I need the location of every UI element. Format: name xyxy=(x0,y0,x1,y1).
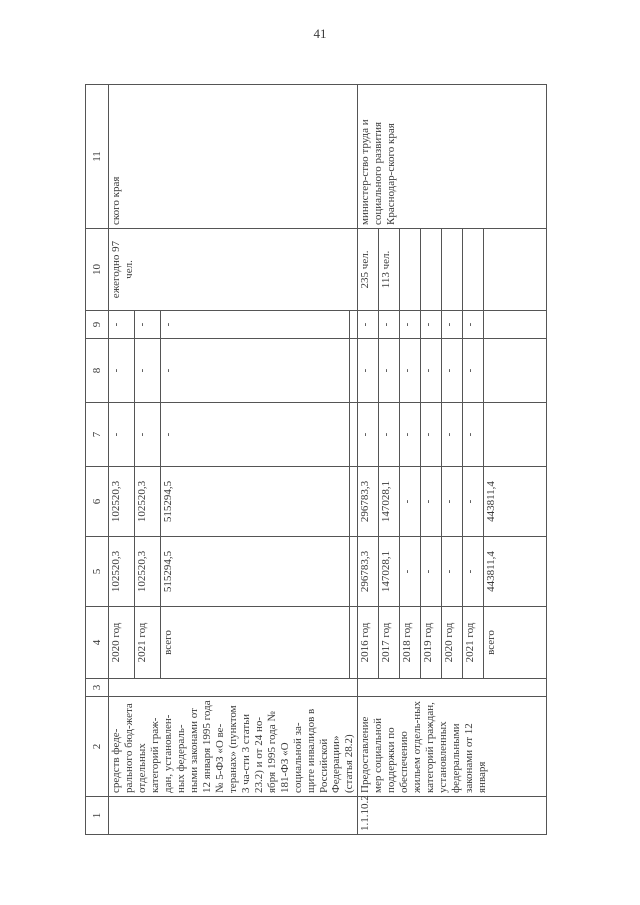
col-header-4: 4 xyxy=(86,607,109,679)
period-cell: 2016 год xyxy=(358,607,379,679)
col8-cell: - xyxy=(379,339,400,403)
col-header-8: 8 xyxy=(86,339,109,403)
indicator-cell: 113 чел. xyxy=(379,229,400,311)
period-cell: 2018 год xyxy=(400,607,421,679)
col-header-11: 11 xyxy=(86,85,109,229)
col8-cell: - xyxy=(442,339,463,403)
federal-cell: 443811,4 xyxy=(484,467,547,537)
period-cell: 2020 год xyxy=(109,607,135,679)
federal-cell: 515294,5 xyxy=(160,467,349,537)
federal-cell: - xyxy=(400,467,421,537)
measure-description: Предоставление мер социальной поддержки по обеспечению жильем отдель-ных категорий граждан, установленных федеральными законами от 12 января xyxy=(358,697,547,797)
federal-cell: - xyxy=(463,467,484,537)
total-cell: 443811,4 xyxy=(484,537,547,607)
total-cell: - xyxy=(400,537,421,607)
col-header-6: 6 xyxy=(86,467,109,537)
col9-cell: - xyxy=(400,311,421,339)
col8-cell: - xyxy=(463,339,484,403)
period-cell: 2019 год xyxy=(421,607,442,679)
col9-cell: - xyxy=(160,311,349,339)
col-header-9: 9 xyxy=(86,311,109,339)
row-number-cell: 1.1.10.2 xyxy=(358,797,547,835)
col7-cell: - xyxy=(134,403,160,467)
col8-cell: - xyxy=(134,339,160,403)
period-cell: 2017 год xyxy=(379,607,400,679)
col9-cell: - xyxy=(463,311,484,339)
col8-cell: - xyxy=(160,339,349,403)
col-header-3: 3 xyxy=(86,679,109,697)
col7-cell: - xyxy=(463,403,484,467)
program-measures-table xyxy=(85,84,547,835)
col-header-2: 2 xyxy=(86,697,109,797)
period-cell: всего xyxy=(484,607,547,679)
col7-cell: - xyxy=(421,403,442,467)
row-number-cell xyxy=(109,797,358,835)
col9-cell xyxy=(484,311,547,339)
indicator-cell xyxy=(463,229,484,311)
total-cell: - xyxy=(421,537,442,607)
header-row xyxy=(86,85,109,835)
total-cell: 515294,5 xyxy=(160,537,349,607)
period-cell: 2021 год xyxy=(134,607,160,679)
col7-cell: - xyxy=(109,403,135,467)
col7-cell: - xyxy=(400,403,421,467)
col7-cell: - xyxy=(379,403,400,467)
col7-cell xyxy=(484,403,547,467)
col-header-5: 5 xyxy=(86,537,109,607)
spacer-cell xyxy=(349,467,358,537)
col-header-1: 1 xyxy=(86,797,109,835)
col8-cell: - xyxy=(400,339,421,403)
table-row xyxy=(358,85,379,835)
col8-cell: - xyxy=(109,339,135,403)
spacer-cell xyxy=(349,403,358,467)
total-cell: - xyxy=(463,537,484,607)
col7-cell: - xyxy=(442,403,463,467)
col7-cell: - xyxy=(358,403,379,467)
total-cell: 296783,3 xyxy=(358,537,379,607)
col9-cell: - xyxy=(109,311,135,339)
federal-cell: 102520,3 xyxy=(134,467,160,537)
total-cell: - xyxy=(442,537,463,607)
federal-cell: 147028,1 xyxy=(379,467,400,537)
table-row xyxy=(109,85,135,835)
col-header-10: 10 xyxy=(86,229,109,311)
total-cell: 147028,1 xyxy=(379,537,400,607)
total-cell: 102520,3 xyxy=(109,537,135,607)
federal-cell: - xyxy=(442,467,463,537)
spacer-cell xyxy=(349,607,358,679)
indicator-cell: ежегодно 97 чел. xyxy=(109,229,358,311)
period-cell: 2021 год xyxy=(463,607,484,679)
indicator-cell xyxy=(400,229,421,311)
col9-cell: - xyxy=(442,311,463,339)
col8-cell: - xyxy=(358,339,379,403)
spacer-cell xyxy=(349,537,358,607)
federal-cell: - xyxy=(421,467,442,537)
col3-cell xyxy=(109,679,358,697)
col7-cell: - xyxy=(160,403,349,467)
executor-cell: ского края xyxy=(109,85,358,229)
indicator-cell xyxy=(421,229,442,311)
spacer-cell xyxy=(349,339,358,403)
period-cell: всего xyxy=(160,607,349,679)
page-number: 41 xyxy=(313,26,327,41)
col8-cell xyxy=(484,339,547,403)
indicator-cell: 235 чел. xyxy=(358,229,379,311)
col3-cell xyxy=(358,679,547,697)
col8-cell: - xyxy=(421,339,442,403)
period-cell: 2020 год xyxy=(442,607,463,679)
col-header-7: 7 xyxy=(86,403,109,467)
indicator-cell xyxy=(484,229,547,311)
federal-cell: 102520,3 xyxy=(109,467,135,537)
measure-description: средств феде-ральногo бюд-жета отдельных категорий граж-дан, установлен-ных федераль-ными законами от 12 января 1995 года № 5-ФЗ «О ве-теранах» (пунктом 3 ча-сти 3 статьи 23.2) и от 24 но-ября 1995 года № 181-ФЗ «О социальной за-щите инвалидов в Российской Федерации» (статья 28.2) xyxy=(109,697,358,797)
spacer-cell xyxy=(349,311,358,339)
total-cell: 102520,3 xyxy=(134,537,160,607)
col9-cell: - xyxy=(134,311,160,339)
col9-cell: - xyxy=(358,311,379,339)
federal-cell: 296783,3 xyxy=(358,467,379,537)
indicator-cell xyxy=(442,229,463,311)
rotated-table-container xyxy=(85,85,545,835)
executor-cell: министер-ство труда и социального развития Краснодар-ского края xyxy=(358,85,547,229)
col9-cell: - xyxy=(421,311,442,339)
rotated-table-frame xyxy=(85,85,545,835)
col9-cell: - xyxy=(379,311,400,339)
